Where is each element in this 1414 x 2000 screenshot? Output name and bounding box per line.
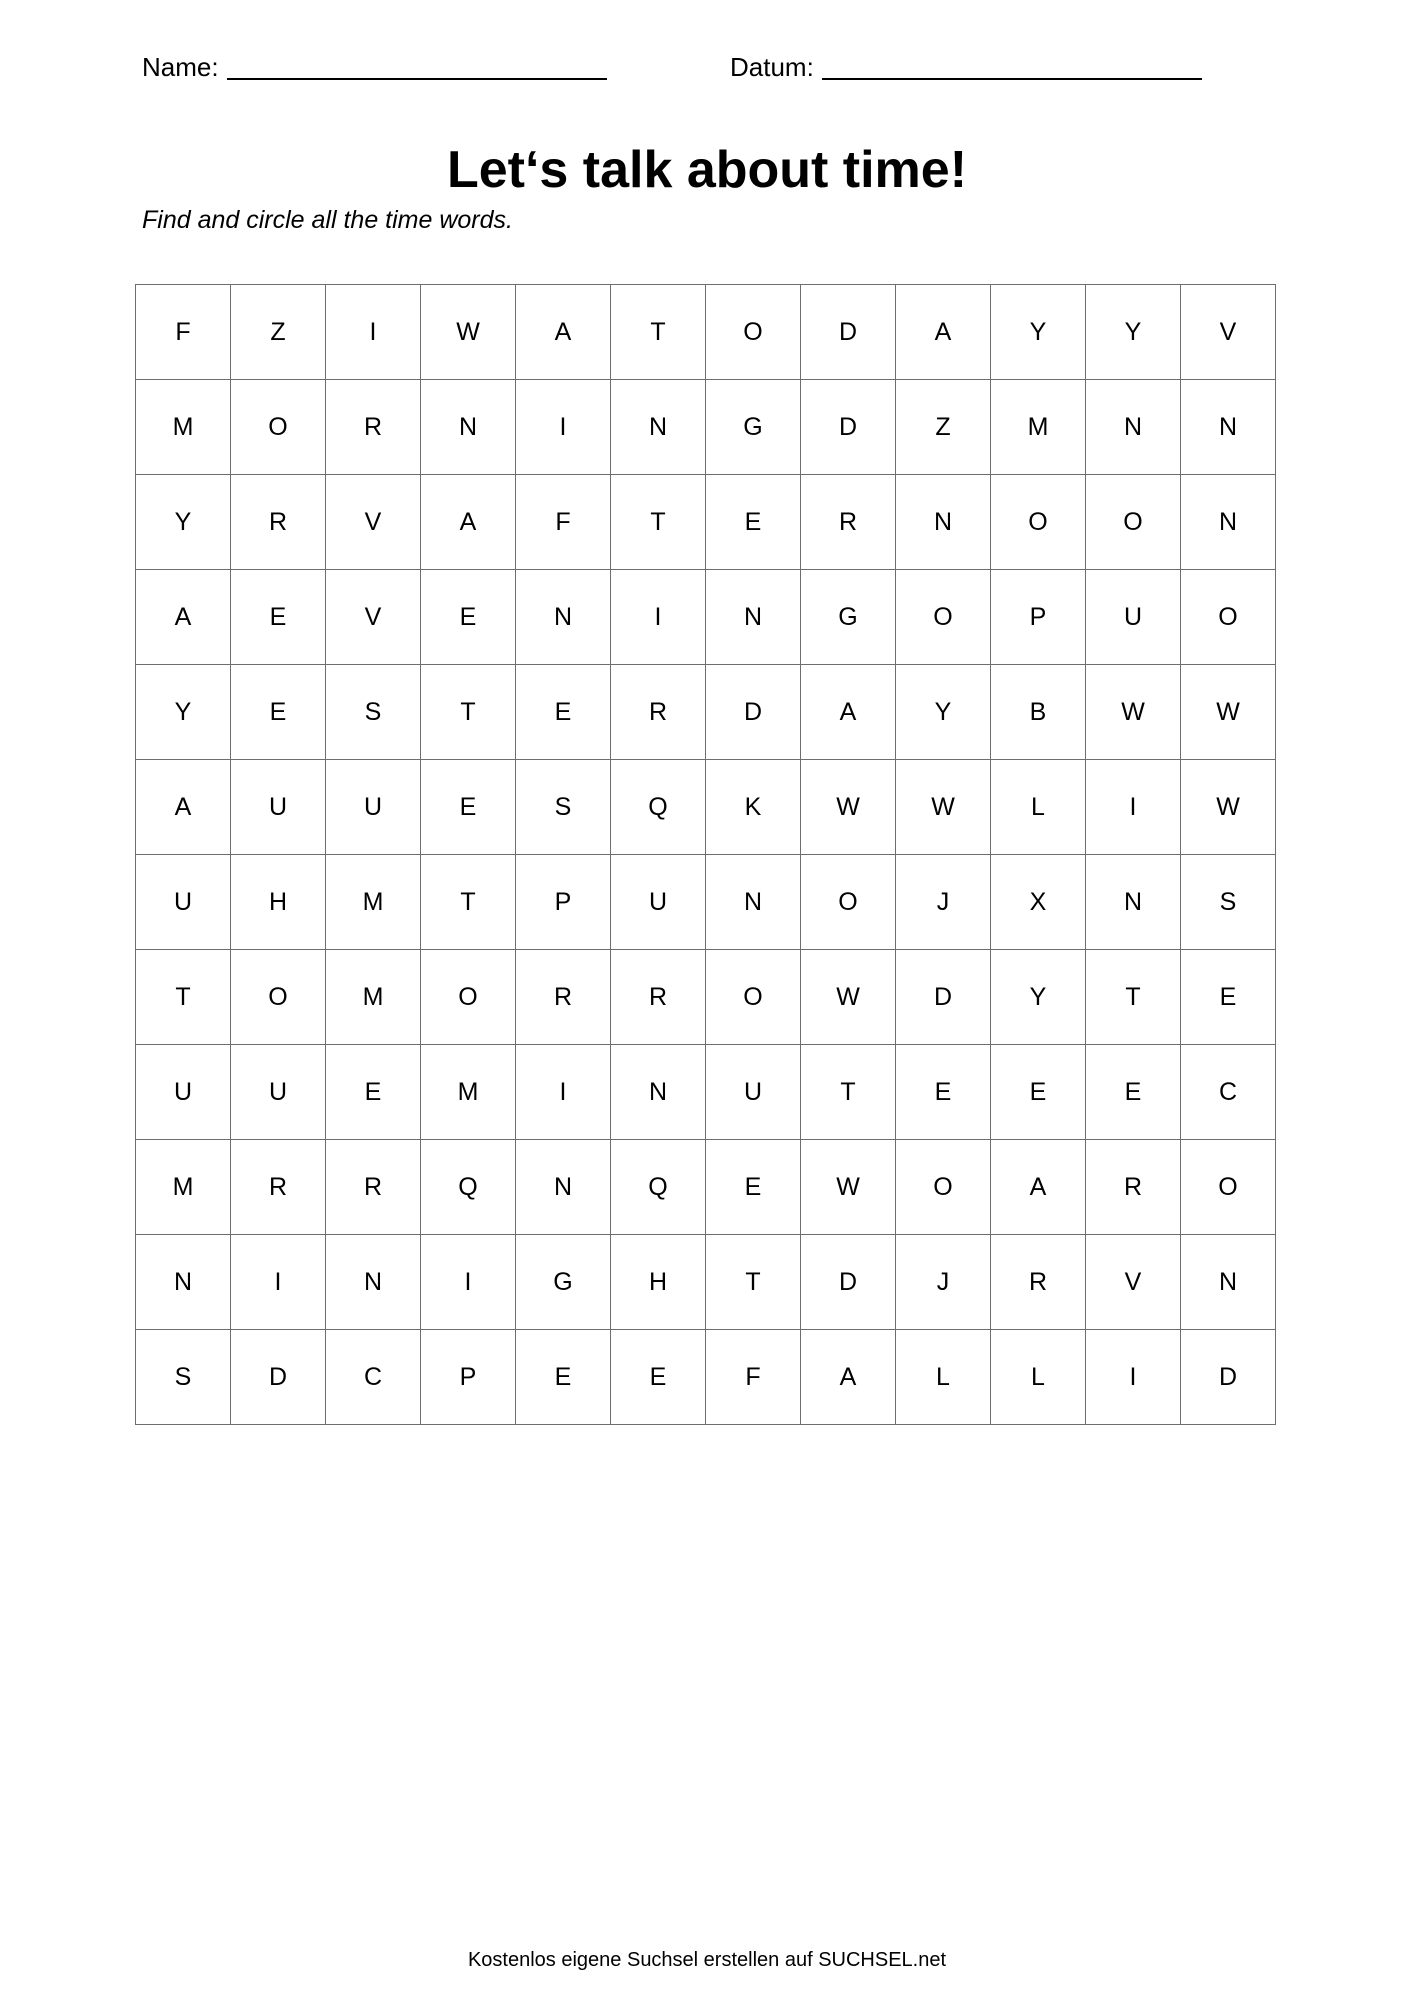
grid-cell[interactable]: N	[611, 1045, 706, 1140]
grid-cell[interactable]: L	[991, 1330, 1086, 1425]
grid-cell[interactable]: P	[516, 855, 611, 950]
grid-cell[interactable]: J	[896, 855, 991, 950]
grid-cell[interactable]: S	[1181, 855, 1276, 950]
grid-cell[interactable]: Z	[231, 285, 326, 380]
grid-cell[interactable]: W	[421, 285, 516, 380]
grid-cell[interactable]: R	[231, 475, 326, 570]
grid-cell[interactable]: D	[801, 380, 896, 475]
grid-cell[interactable]: E	[231, 570, 326, 665]
grid-cell[interactable]: E	[706, 475, 801, 570]
grid-cell[interactable]: J	[896, 1235, 991, 1330]
grid-cell[interactable]: O	[801, 855, 896, 950]
grid-cell[interactable]: R	[801, 475, 896, 570]
grid-cell[interactable]: N	[706, 855, 801, 950]
grid-cell[interactable]: T	[611, 285, 706, 380]
grid-cell[interactable]: M	[326, 950, 421, 1045]
grid-cell[interactable]: V	[326, 475, 421, 570]
grid-cell[interactable]: T	[611, 475, 706, 570]
grid-cell[interactable]: U	[611, 855, 706, 950]
grid-cell[interactable]: O	[706, 950, 801, 1045]
grid-cell[interactable]: V	[1181, 285, 1276, 380]
name-blank-line[interactable]	[227, 78, 607, 80]
grid-cell[interactable]: A	[136, 760, 231, 855]
grid-cell[interactable]: T	[1086, 950, 1181, 1045]
grid-cell[interactable]: S	[326, 665, 421, 760]
grid-cell[interactable]: H	[231, 855, 326, 950]
grid-cell[interactable]: E	[896, 1045, 991, 1140]
grid-cell[interactable]: O	[421, 950, 516, 1045]
grid-cell[interactable]: W	[896, 760, 991, 855]
grid-cell[interactable]: W	[801, 760, 896, 855]
grid-cell[interactable]: E	[991, 1045, 1086, 1140]
grid-cell[interactable]: U	[231, 1045, 326, 1140]
grid-cell[interactable]: O	[1181, 570, 1276, 665]
grid-cell[interactable]: P	[991, 570, 1086, 665]
grid-cell[interactable]: D	[231, 1330, 326, 1425]
grid-row	[136, 1330, 1276, 1425]
grid-cell[interactable]: K	[706, 760, 801, 855]
grid-cell[interactable]: M	[991, 380, 1086, 475]
grid-cell[interactable]: O	[896, 1140, 991, 1235]
grid-cell[interactable]: C	[326, 1330, 421, 1425]
grid-cell[interactable]: G	[801, 570, 896, 665]
grid-cell[interactable]: U	[326, 760, 421, 855]
grid-cell[interactable]: N	[326, 1235, 421, 1330]
grid-cell[interactable]: U	[1086, 570, 1181, 665]
grid-cell[interactable]: U	[231, 760, 326, 855]
grid-cell[interactable]: V	[1086, 1235, 1181, 1330]
grid-cell[interactable]: I	[516, 380, 611, 475]
grid-cell[interactable]: W	[1086, 665, 1181, 760]
grid-cell[interactable]: H	[611, 1235, 706, 1330]
grid-row	[136, 855, 1276, 950]
grid-cell[interactable]: N	[611, 380, 706, 475]
grid-cell[interactable]: A	[896, 285, 991, 380]
grid-cell[interactable]: T	[421, 665, 516, 760]
grid-cell[interactable]: N	[896, 475, 991, 570]
grid-cell[interactable]: E	[516, 665, 611, 760]
grid-cell[interactable]: Y	[991, 285, 1086, 380]
date-blank-line[interactable]	[822, 78, 1202, 80]
grid-cell[interactable]: R	[611, 665, 706, 760]
date-field[interactable]	[730, 52, 1202, 82]
grid-cell[interactable]: E	[326, 1045, 421, 1140]
grid-cell[interactable]: O	[231, 380, 326, 475]
grid-cell[interactable]: E	[706, 1140, 801, 1235]
grid-cell[interactable]: B	[991, 665, 1086, 760]
grid-cell[interactable]: N	[1181, 475, 1276, 570]
grid-cell[interactable]: T	[136, 950, 231, 1045]
grid-cell[interactable]: D	[801, 1235, 896, 1330]
grid-cell[interactable]: P	[421, 1330, 516, 1425]
grid-cell[interactable]: Q	[611, 1140, 706, 1235]
grid-cell[interactable]: R	[516, 950, 611, 1045]
grid-cell[interactable]: E	[611, 1330, 706, 1425]
grid-cell[interactable]: I	[1086, 760, 1181, 855]
grid-cell[interactable]: L	[896, 1330, 991, 1425]
grid-cell[interactable]: A	[136, 570, 231, 665]
grid-cell[interactable]: A	[421, 475, 516, 570]
grid-cell[interactable]: U	[136, 855, 231, 950]
grid-cell[interactable]: M	[421, 1045, 516, 1140]
grid-cell[interactable]: E	[421, 570, 516, 665]
grid-cell[interactable]: G	[516, 1235, 611, 1330]
grid-cell[interactable]: I	[611, 570, 706, 665]
date-label: Datum:	[730, 52, 814, 82]
grid-cell[interactable]: G	[706, 380, 801, 475]
grid-cell[interactable]: Q	[611, 760, 706, 855]
grid-row	[136, 285, 1276, 380]
grid-cell[interactable]: D	[896, 950, 991, 1045]
grid-cell[interactable]: O	[991, 475, 1086, 570]
grid-cell[interactable]: N	[421, 380, 516, 475]
grid-cell[interactable]: X	[991, 855, 1086, 950]
grid-cell[interactable]: A	[991, 1140, 1086, 1235]
grid-cell[interactable]: R	[611, 950, 706, 1045]
grid-cell[interactable]: F	[136, 285, 231, 380]
grid-cell[interactable]: S	[516, 760, 611, 855]
grid-cell[interactable]: M	[326, 855, 421, 950]
grid-cell[interactable]: O	[1181, 1140, 1276, 1235]
grid-cell[interactable]: R	[1086, 1140, 1181, 1235]
grid-cell[interactable]: R	[326, 380, 421, 475]
grid-cell[interactable]: U	[136, 1045, 231, 1140]
grid-cell[interactable]: E	[231, 665, 326, 760]
grid-row	[136, 570, 1276, 665]
grid-cell[interactable]: N	[516, 570, 611, 665]
grid-cell[interactable]: W	[801, 1140, 896, 1235]
grid-cell[interactable]: D	[801, 285, 896, 380]
grid-cell[interactable]: Y	[991, 950, 1086, 1045]
grid-cell[interactable]: N	[1086, 380, 1181, 475]
grid-cell[interactable]: A	[801, 665, 896, 760]
grid-cell[interactable]: Z	[896, 380, 991, 475]
grid-cell[interactable]: D	[706, 665, 801, 760]
grid-cell[interactable]: W	[1181, 665, 1276, 760]
grid-cell[interactable]: W	[801, 950, 896, 1045]
grid-row	[136, 1235, 1276, 1330]
grid-cell[interactable]: Q	[421, 1140, 516, 1235]
grid-cell[interactable]: D	[1181, 1330, 1276, 1425]
grid-cell[interactable]: U	[706, 1045, 801, 1140]
grid-cell[interactable]: M	[136, 1140, 231, 1235]
grid-cell[interactable]: T	[706, 1235, 801, 1330]
grid-row	[136, 760, 1276, 855]
grid-cell[interactable]: F	[706, 1330, 801, 1425]
instructions: Find and circle all the time words.	[142, 206, 513, 234]
grid-cell[interactable]: E	[1086, 1045, 1181, 1140]
grid-cell[interactable]: Y	[136, 665, 231, 760]
grid-cell[interactable]: E	[421, 760, 516, 855]
grid-cell[interactable]: A	[516, 285, 611, 380]
grid-cell[interactable]: I	[1086, 1330, 1181, 1425]
word-search-grid	[135, 284, 1276, 1425]
grid-cell[interactable]: I	[231, 1235, 326, 1330]
grid-cell[interactable]: E	[1181, 950, 1276, 1045]
grid-cell[interactable]: L	[991, 760, 1086, 855]
grid-cell[interactable]: O	[706, 285, 801, 380]
grid-cell[interactable]: N	[1181, 1235, 1276, 1330]
footer-credit: Kostenlos eigene Suchsel erstellen auf SUCHSEL.net	[467, 1949, 947, 1971]
grid-cell[interactable]: I	[516, 1045, 611, 1140]
grid-row	[136, 665, 1276, 760]
grid-cell[interactable]: F	[516, 475, 611, 570]
grid-cell[interactable]: Y	[896, 665, 991, 760]
grid-cell[interactable]: I	[421, 1235, 516, 1330]
grid-cell[interactable]: V	[326, 570, 421, 665]
grid-cell[interactable]: N	[1181, 380, 1276, 475]
grid-row	[136, 475, 1276, 570]
grid-cell[interactable]: R	[991, 1235, 1086, 1330]
grid-row	[136, 1140, 1276, 1235]
grid-cell[interactable]: O	[896, 570, 991, 665]
grid-row	[136, 380, 1276, 475]
page-title: Let‘s talk about time!	[446, 141, 968, 199]
grid-cell[interactable]: C	[1181, 1045, 1276, 1140]
grid-cell[interactable]: M	[136, 380, 231, 475]
grid-cell[interactable]: T	[421, 855, 516, 950]
grid-cell[interactable]: E	[516, 1330, 611, 1425]
grid-row	[136, 1045, 1276, 1140]
grid-cell[interactable]: N	[516, 1140, 611, 1235]
grid-row	[136, 950, 1276, 1045]
grid-cell[interactable]: N	[136, 1235, 231, 1330]
name-field[interactable]	[142, 52, 607, 82]
grid-cell[interactable]: S	[136, 1330, 231, 1425]
grid-cell[interactable]: O	[1086, 475, 1181, 570]
grid-cell[interactable]: Y	[136, 475, 231, 570]
grid-cell[interactable]: A	[801, 1330, 896, 1425]
name-label: Name:	[142, 52, 219, 82]
grid-cell[interactable]: N	[1086, 855, 1181, 950]
grid-cell[interactable]: R	[231, 1140, 326, 1235]
grid-cell[interactable]: Y	[1086, 285, 1181, 380]
grid-cell[interactable]: R	[326, 1140, 421, 1235]
grid-cell[interactable]: N	[706, 570, 801, 665]
grid-cell[interactable]: O	[231, 950, 326, 1045]
grid-cell[interactable]: W	[1181, 760, 1276, 855]
grid-cell[interactable]: I	[326, 285, 421, 380]
grid-cell[interactable]: T	[801, 1045, 896, 1140]
